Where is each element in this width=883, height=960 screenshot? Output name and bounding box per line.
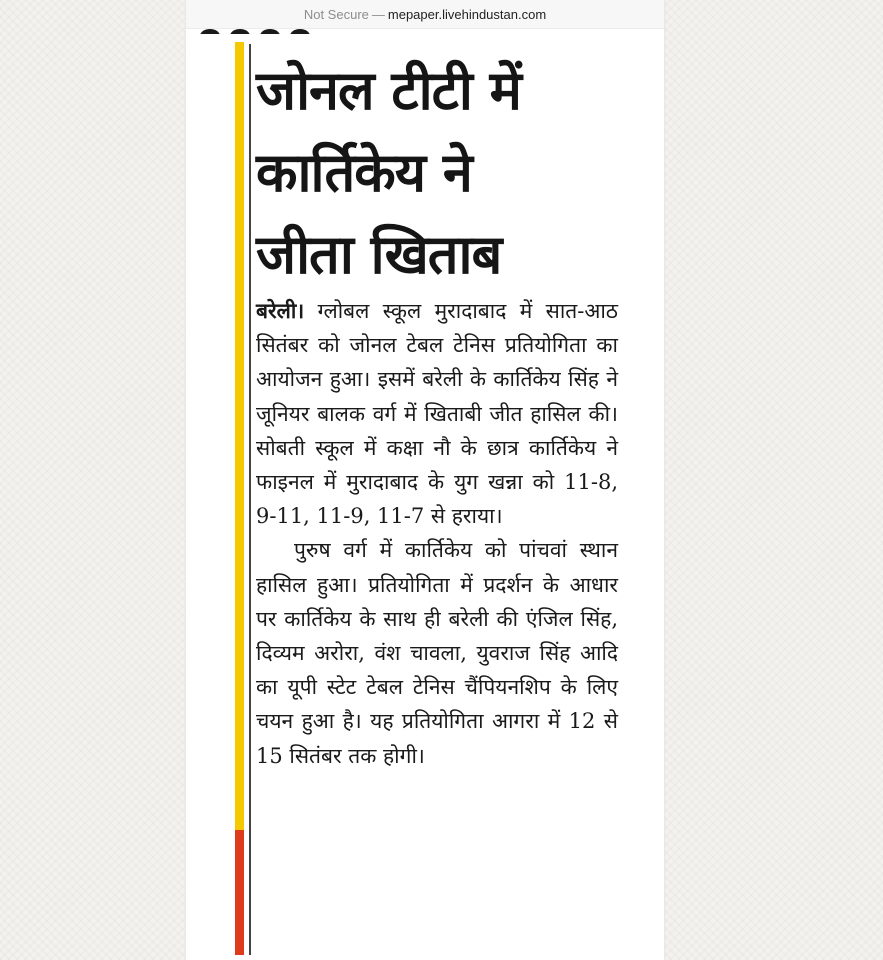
clipped-previous-headline xyxy=(200,28,350,34)
accent-bar-red xyxy=(235,830,244,955)
article-body xyxy=(256,294,618,773)
security-label: Not Secure xyxy=(303,6,369,22)
browser-address-bar[interactable] xyxy=(186,0,664,29)
headline-line-3: जीता खिताब xyxy=(256,223,502,286)
paragraph-1 xyxy=(256,294,618,533)
url-text: mepaper.livehindustan.com xyxy=(387,6,547,22)
dateline: बरेली। xyxy=(256,298,305,323)
column-rule xyxy=(249,44,251,955)
accent-bar-yellow xyxy=(235,42,244,830)
article-headline xyxy=(256,50,651,296)
url-separator: — xyxy=(371,6,385,22)
paragraph-2: पुरुष वर्ग में कार्तिकेय को पांचवां स्थान हासिल हुआ। प्रतियोगिता में प्रदर्शन के आधार पर कार्तिकेय के साथ ही बरेली की एंजिल सिंह, दिव्यम अरोरा, वंश चावला, युवराज सिंह आदि का यूपी स्टेट टेबल टेनिस चैंपियनशिप के लिए चयन हुआ है। यह प्रतियोगिता आगरा में 12 से 15 सितंबर तक होगी। xyxy=(256,538,618,768)
paragraph-1-text: ग्लोबल स्कूल मुरादाबाद में सात-आठ सितंबर को जोनल टेबल टेनिस प्रतियोगिता का आयोजन हुआ। इसमें बरेली के कार्तिकेय सिंह ने जूनियर बालक वर्ग में खिताबी जीत हासिल की। सोबती स्कूल में कक्षा नौ के छात्र कार्तिकेय ने फाइनल में मुरादाबाद के युग खन्ना को 11-8, 9-11, 11-9, 11-7 से हराया। xyxy=(256,299,618,529)
headline-line-1: जोनल टीटी में xyxy=(256,59,521,122)
headline-line-2: कार्तिकेय ने xyxy=(256,141,472,204)
